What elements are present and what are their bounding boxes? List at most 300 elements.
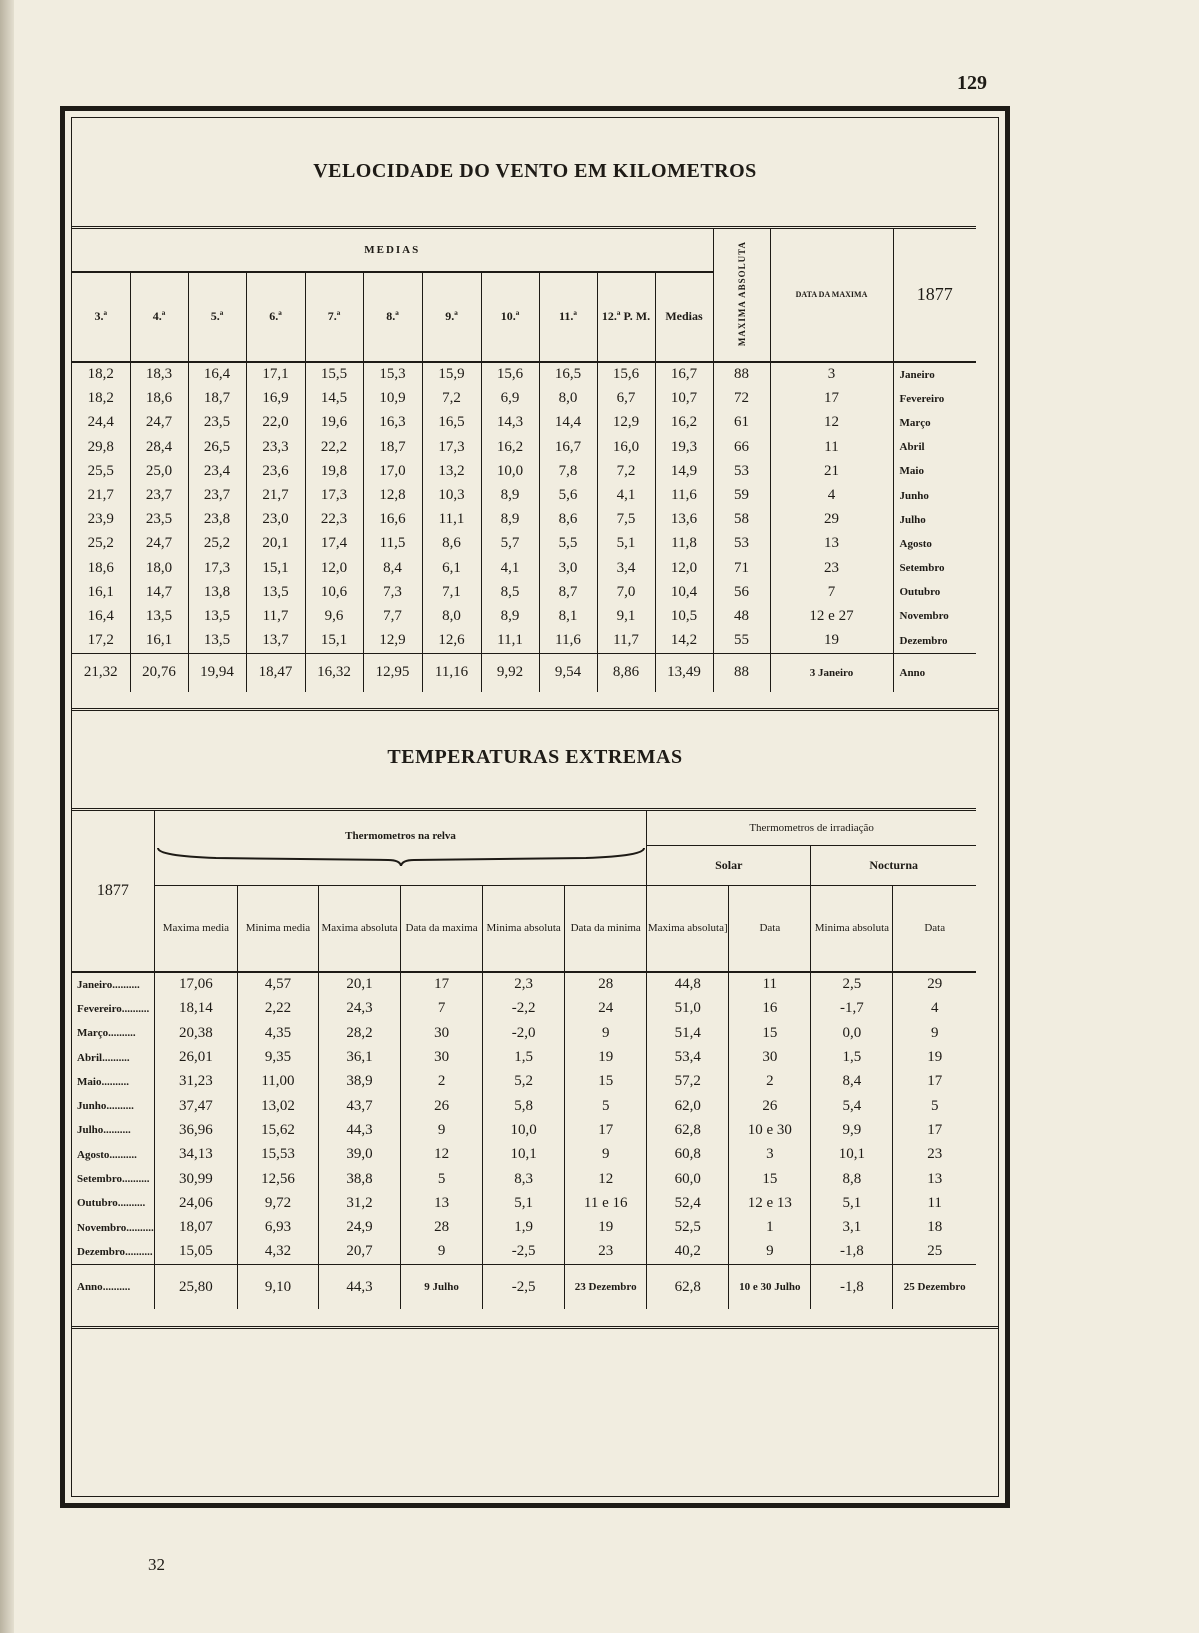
wind-cell: 13,5 — [130, 604, 188, 628]
temp-cell: 4,35 — [237, 1021, 318, 1045]
wind-cell: 17,4 — [305, 532, 363, 556]
temp-col-header: Data da maxima — [401, 886, 483, 972]
wind-cell: 18,7 — [363, 435, 422, 459]
wind-max-cell: 71 — [713, 556, 770, 580]
temp-cell: 44,3 — [318, 1118, 400, 1142]
wind-col-header: 5.ª — [188, 272, 246, 362]
wind-cell: 11,5 — [363, 532, 422, 556]
wind-month-label: Setembro — [893, 556, 976, 580]
temp-cell: 23 — [893, 1143, 976, 1167]
wind-cell: 12,95 — [363, 653, 422, 692]
wind-cell: 6,9 — [481, 387, 539, 411]
wind-cell: 13,49 — [655, 653, 713, 692]
leader-dots: .......... — [101, 1075, 129, 1088]
wind-cell: 13,5 — [188, 629, 246, 654]
wind-cell: 16,3 — [363, 411, 422, 435]
wind-cell: 11,8 — [655, 532, 713, 556]
temp-cell: 23 — [565, 1240, 647, 1265]
temp-cell: 0,0 — [811, 1021, 893, 1045]
wind-cell: 8,5 — [481, 580, 539, 604]
relva-brace — [156, 844, 646, 866]
wind-month-label: Outubro — [893, 580, 976, 604]
temp-col-header: Maxima absoluta] — [647, 886, 729, 972]
temp-cell: 25 — [893, 1240, 976, 1265]
wind-cell: 7,2 — [597, 459, 655, 483]
temp-cell: 60,0 — [647, 1167, 729, 1191]
wind-cell: 16,9 — [246, 387, 305, 411]
wind-cell: 16,6 — [363, 508, 422, 532]
temp-cell: 2,22 — [237, 997, 318, 1021]
table-row — [72, 629, 976, 654]
wind-cell: 10,4 — [655, 580, 713, 604]
wind-cell: 16,7 — [539, 435, 597, 459]
temp-cell: 5,2 — [483, 1070, 565, 1094]
temp-cell: 2 — [401, 1070, 483, 1094]
temp-cell: -2,5 — [483, 1265, 565, 1310]
wind-cell: 11,1 — [481, 629, 539, 654]
temp-cell: -1,8 — [811, 1265, 893, 1310]
leader-dots: .......... — [102, 1051, 130, 1064]
temp-cell: 38,8 — [318, 1167, 400, 1191]
temp-cell: 30 — [401, 1021, 483, 1045]
wind-cell: 5,5 — [539, 532, 597, 556]
temp-cell: 9 — [401, 1118, 483, 1142]
temp-col-header: Data — [893, 886, 976, 972]
wind-month-label: Agosto — [893, 532, 976, 556]
wind-date-cell: 17 — [770, 387, 893, 411]
temp-month-text: Anno — [77, 1281, 103, 1294]
wind-month-label: Anno — [893, 653, 976, 692]
wind-cell: 12,9 — [363, 629, 422, 654]
wind-date-cell: 4 — [770, 483, 893, 507]
wind-cell: 10,5 — [655, 604, 713, 628]
wind-cell: 8,9 — [481, 483, 539, 507]
temp-cell: 17 — [565, 1118, 647, 1142]
wind-cell: 3,4 — [597, 556, 655, 580]
temp-cell: 25 Dezembro — [893, 1265, 976, 1310]
wind-cell: 11,1 — [422, 508, 481, 532]
temp-cell: 11,00 — [237, 1070, 318, 1094]
temp-cell: 30 — [401, 1045, 483, 1069]
table-row — [72, 459, 976, 483]
temp-year: 1877 — [96, 881, 129, 899]
temp-cell: 30 — [729, 1045, 811, 1069]
temp-cell: 11 — [729, 972, 811, 997]
temp-cell: 23 Dezembro — [565, 1265, 647, 1310]
wind-cell: 17,0 — [363, 459, 422, 483]
relva-header — [154, 810, 646, 886]
temp-cell: 28 — [401, 1215, 483, 1239]
wind-cell: 19,8 — [305, 459, 363, 483]
wind-cell: 11,6 — [539, 629, 597, 654]
wind-cell: 7,0 — [597, 580, 655, 604]
wind-cell: 10,6 — [305, 580, 363, 604]
wind-max-cell: 53 — [713, 532, 770, 556]
date-max-header: DATA DA MAXIMA — [770, 228, 893, 362]
wind-cell: 19,3 — [655, 435, 713, 459]
wind-cell: 19,6 — [305, 411, 363, 435]
temp-cell: 9 — [729, 1240, 811, 1265]
wind-month-label: Julho — [893, 508, 976, 532]
wind-cell: 23,9 — [87, 511, 114, 528]
temp-cell: 15 — [565, 1070, 647, 1094]
wind-cell: 25,5 — [87, 462, 114, 479]
wind-cell: 23,6 — [246, 459, 305, 483]
wind-month-label: Março — [893, 411, 976, 435]
wind-cell: 15,1 — [246, 556, 305, 580]
wind-date-cell: 13 — [770, 532, 893, 556]
table-row — [72, 1215, 976, 1239]
temp-cell: 8,3 — [483, 1167, 565, 1191]
wind-cell: 24,7 — [130, 532, 188, 556]
temp-cell: 28,2 — [318, 1021, 400, 1045]
leader-dots: .......... — [112, 978, 140, 991]
temp-cell: 10,0 — [483, 1118, 565, 1142]
wind-month-label: Dezembro — [893, 629, 976, 654]
temp-cell: -1,7 — [811, 997, 893, 1021]
wind-cell: 12,9 — [597, 411, 655, 435]
temp-cell: 51,4 — [647, 1021, 729, 1045]
temp-cell: 10 e 30 Julho — [729, 1265, 811, 1310]
table-frame-inner — [71, 117, 999, 1497]
wind-cell: 17,1 — [246, 362, 305, 387]
temp-cell: 15,53 — [237, 1143, 318, 1167]
temp-cell: 44,3 — [318, 1265, 400, 1310]
wind-cell: 9,54 — [539, 653, 597, 692]
temp-month-text: Janeiro — [77, 978, 113, 991]
relva-header-text: Thermometros na relva — [345, 830, 456, 842]
wind-cell: 13,2 — [422, 459, 481, 483]
page-number: 129 — [957, 72, 987, 94]
wind-date-cell: 3 Janeiro — [770, 653, 893, 692]
wind-cell: 14,4 — [539, 411, 597, 435]
table-row — [72, 1094, 976, 1118]
wind-cell: 29,8 — [87, 438, 114, 455]
temp-cell: 8,4 — [811, 1070, 893, 1094]
wind-cell: 23,5 — [130, 508, 188, 532]
wind-cell: 16,1 — [87, 583, 114, 600]
temp-cell: 24,3 — [318, 997, 400, 1021]
wind-max-cell: 72 — [713, 387, 770, 411]
wind-cell: 24,4 — [87, 414, 114, 431]
wind-cell: 12,0 — [305, 556, 363, 580]
wind-month-label: Novembro — [893, 604, 976, 628]
temp-col-header: Minima absoluta — [811, 886, 893, 972]
wind-cell: 15,1 — [305, 629, 363, 654]
temp-month-text: Dezembro — [77, 1245, 126, 1258]
temp-cell: 10,1 — [811, 1143, 893, 1167]
irradiacao-header: Thermometros de irradiação — [647, 810, 976, 846]
wind-max-cell: 55 — [713, 629, 770, 654]
wind-cell: 13,6 — [655, 508, 713, 532]
wind-cell: 23,4 — [188, 459, 246, 483]
temp-month-label — [72, 1045, 154, 1069]
temp-month-text: Julho — [77, 1124, 104, 1137]
wind-cell: 18,6 — [130, 387, 188, 411]
temp-title: TEMPERATURAS EXTREMAS — [387, 746, 683, 768]
wind-cell: 23,5 — [188, 411, 246, 435]
temp-table — [72, 808, 976, 1309]
wind-col-header: 11.ª — [539, 272, 597, 362]
wind-cell: 25,2 — [188, 532, 246, 556]
temp-cell: 37,47 — [154, 1094, 237, 1118]
temp-cell: 11 e 16 — [565, 1191, 647, 1215]
table-row — [72, 1240, 976, 1265]
wind-cell: 23,7 — [188, 483, 246, 507]
leader-dots: .......... — [121, 1002, 150, 1015]
temp-cell: 30,99 — [154, 1167, 237, 1191]
temp-cell: 1,5 — [811, 1045, 893, 1069]
wind-cell: 8,0 — [539, 387, 597, 411]
wind-col-header: Medias — [655, 272, 713, 362]
wind-date-cell: 12 — [770, 411, 893, 435]
signature-mark: 32 — [148, 1555, 165, 1574]
wind-cell: 16,7 — [655, 362, 713, 387]
temp-cell: 15 — [729, 1167, 811, 1191]
temp-cell: 7 — [401, 997, 483, 1021]
temp-cell: 20,1 — [318, 972, 400, 997]
temp-cell: 28 — [565, 972, 647, 997]
temp-cell: 2 — [729, 1070, 811, 1094]
temp-cell: -2,5 — [483, 1240, 565, 1265]
temp-cell: 57,2 — [647, 1070, 729, 1094]
wind-cell: 9,92 — [481, 653, 539, 692]
temp-cell: 9 — [893, 1021, 976, 1045]
wind-cell: 22,0 — [246, 411, 305, 435]
temp-cell: 15 — [729, 1021, 811, 1045]
leader-dots: .......... — [117, 1197, 146, 1210]
wind-col-header: 4.ª — [130, 272, 188, 362]
wind-cell: 8,86 — [597, 653, 655, 692]
temp-cell: 9 Julho — [401, 1265, 483, 1310]
temp-cell: 2,3 — [483, 972, 565, 997]
table-row — [72, 556, 976, 580]
wind-cell: 5,6 — [539, 483, 597, 507]
wind-month-label: Abril — [893, 435, 976, 459]
temp-cell: 10 e 30 — [729, 1118, 811, 1142]
wind-cell: 8,1 — [539, 604, 597, 628]
wind-max-cell: 59 — [713, 483, 770, 507]
wind-col-header: 6.ª — [246, 272, 305, 362]
leader-dots: .......... — [106, 1100, 134, 1113]
temp-month-label — [72, 1094, 154, 1118]
wind-cell: 16,32 — [305, 653, 363, 692]
wind-cell: 18,0 — [130, 556, 188, 580]
temp-month-text: Fevereiro — [77, 1002, 122, 1015]
temp-cell: -2,0 — [483, 1021, 565, 1045]
wind-cell: 4,1 — [481, 556, 539, 580]
temp-cell: 16 — [729, 997, 811, 1021]
wind-group-header: MEDIAS — [72, 228, 713, 272]
temp-cell: 36,1 — [318, 1045, 400, 1069]
wind-cell: 18,47 — [246, 653, 305, 692]
temp-cell: 9 — [401, 1240, 483, 1265]
wind-cell: 23,0 — [246, 508, 305, 532]
table-row — [72, 1021, 976, 1045]
temp-cell: 9 — [565, 1143, 647, 1167]
wind-max-cell: 48 — [713, 604, 770, 628]
temp-month-text: Setembro — [77, 1173, 123, 1186]
temp-cell: 26,01 — [154, 1045, 237, 1069]
wind-col-header: 9.ª — [422, 272, 481, 362]
temp-cell: 31,23 — [154, 1070, 237, 1094]
wind-cell: 15,3 — [363, 362, 422, 387]
temp-month-label — [72, 1021, 154, 1045]
temp-cell: 62,8 — [647, 1118, 729, 1142]
temp-cell: 40,2 — [647, 1240, 729, 1265]
wind-cell: 13,5 — [188, 604, 246, 628]
temp-month-label — [72, 1240, 154, 1265]
temp-cell: 20,7 — [318, 1240, 400, 1265]
wind-cell: 16,4 — [87, 607, 114, 624]
wind-cell: 17,3 — [188, 556, 246, 580]
wind-cell: 14,5 — [305, 387, 363, 411]
temp-cell: -2,2 — [483, 997, 565, 1021]
temp-cell: 5,1 — [483, 1191, 565, 1215]
temp-cell: 4 — [893, 997, 976, 1021]
temp-cell: 17 — [893, 1070, 976, 1094]
table-row — [72, 1191, 976, 1215]
wind-cell: 8,6 — [539, 508, 597, 532]
wind-cell: 16,0 — [597, 435, 655, 459]
leader-dots: .......... — [122, 1173, 150, 1186]
temp-month-label — [72, 1143, 154, 1167]
table-row — [72, 1118, 976, 1142]
temp-month-text: Outubro — [77, 1197, 118, 1210]
wind-cell: 15,5 — [305, 362, 363, 387]
wind-cell: 9,6 — [305, 604, 363, 628]
wind-cell: 11,7 — [246, 604, 305, 628]
wind-max-cell: 56 — [713, 580, 770, 604]
wind-col-header: 10.ª — [481, 272, 539, 362]
wind-cell: 21,7 — [87, 487, 114, 504]
table-row — [72, 972, 976, 997]
wind-cell: 14,2 — [655, 629, 713, 654]
wind-date-cell: 7 — [770, 580, 893, 604]
wind-cell: 8,9 — [481, 508, 539, 532]
temp-cell: 31,2 — [318, 1191, 400, 1215]
table-row — [72, 1070, 976, 1094]
wind-date-cell: 19 — [770, 629, 893, 654]
table-frame — [60, 106, 1010, 1508]
wind-cell: 8,9 — [481, 604, 539, 628]
temp-cell: 18,07 — [154, 1215, 237, 1239]
table-row — [72, 604, 976, 628]
table-row — [72, 1143, 976, 1167]
temp-cell: 24 — [565, 997, 647, 1021]
wind-col-header: 8.ª — [363, 272, 422, 362]
temp-cell: 5,4 — [811, 1094, 893, 1118]
wind-cell: 17,3 — [422, 435, 481, 459]
wind-cell: 5,1 — [597, 532, 655, 556]
temp-col-header: Minima media — [237, 886, 318, 972]
nocturna-header: Nocturna — [811, 846, 976, 886]
wind-cell: 12,6 — [422, 629, 481, 654]
temp-cell: 5,1 — [811, 1191, 893, 1215]
temp-cell: 12,56 — [237, 1167, 318, 1191]
wind-title: VELOCIDADE DO VENTO EM KILOMETROS — [313, 160, 757, 182]
table-row — [72, 1045, 976, 1069]
temp-cell: 9,72 — [237, 1191, 318, 1215]
wind-cell: 7,5 — [597, 508, 655, 532]
temp-cell: 10,1 — [483, 1143, 565, 1167]
wind-month-label: Fevereiro — [893, 387, 976, 411]
wind-cell: 17,3 — [305, 483, 363, 507]
temp-cell: 26 — [729, 1094, 811, 1118]
wind-cell: 13,5 — [246, 580, 305, 604]
wind-cell: 18,7 — [188, 387, 246, 411]
table-row — [72, 532, 976, 556]
temp-month-label — [72, 972, 154, 997]
wind-cell: 16,2 — [481, 435, 539, 459]
temp-cell: 12 e 13 — [729, 1191, 811, 1215]
page-edge — [0, 0, 14, 1633]
wind-cell: 16,1 — [130, 629, 188, 654]
wind-cell: 10,9 — [363, 387, 422, 411]
temp-cell: -1,8 — [811, 1240, 893, 1265]
wind-table — [72, 226, 976, 692]
wind-cell: 17,2 — [87, 632, 114, 649]
max-absolute-header-text: MAXIMA ABSOLUTA — [736, 240, 747, 346]
wind-cell: 7,8 — [539, 459, 597, 483]
temp-cell: 34,13 — [154, 1143, 237, 1167]
temp-cell: 5 — [893, 1094, 976, 1118]
temp-col-header: Minima absoluta — [483, 886, 565, 972]
temp-cell: 18 — [893, 1215, 976, 1239]
table-row — [72, 411, 976, 435]
wind-cell: 25,2 — [87, 535, 114, 552]
temp-cell: 3 — [729, 1143, 811, 1167]
wind-cell: 16,5 — [539, 362, 597, 387]
wind-month-label: Junho — [893, 483, 976, 507]
temp-cell: 20,38 — [154, 1021, 237, 1045]
wind-cell: 14,7 — [130, 580, 188, 604]
wind-cell: 21,7 — [246, 483, 305, 507]
wind-cell: 23,7 — [130, 483, 188, 507]
temp-month-label — [72, 1118, 154, 1142]
temp-cell: 5 — [565, 1094, 647, 1118]
temp-cell: 9 — [565, 1021, 647, 1045]
wind-cell: 13,7 — [246, 629, 305, 654]
wind-cell: 11,16 — [422, 653, 481, 692]
temp-month-label — [72, 1265, 154, 1310]
wind-cell: 11,6 — [655, 483, 713, 507]
wind-max-cell: 53 — [713, 459, 770, 483]
temp-cell: 8,8 — [811, 1167, 893, 1191]
temp-month-label — [72, 1070, 154, 1094]
temp-cell: 25,80 — [154, 1265, 237, 1310]
wind-max-cell: 58 — [713, 508, 770, 532]
wind-col-header: 3.ª — [94, 309, 108, 323]
temp-cell: 43,7 — [318, 1094, 400, 1118]
wind-cell: 15,6 — [481, 362, 539, 387]
wind-cell: 21,32 — [72, 653, 130, 692]
temp-month-text: Março — [77, 1027, 109, 1040]
temp-month-text: Agosto — [77, 1148, 110, 1161]
temp-col-header: Maxima media — [154, 886, 237, 972]
leader-dots: .......... — [126, 1221, 154, 1234]
temp-cell: 9,9 — [811, 1118, 893, 1142]
temp-cell: 29 — [893, 972, 976, 997]
temp-cell: 60,8 — [647, 1143, 729, 1167]
temp-month-label — [72, 1191, 154, 1215]
temp-cell: 19 — [565, 1215, 647, 1239]
temp-cell: 39,0 — [318, 1143, 400, 1167]
temp-month-label — [72, 997, 154, 1021]
table-row — [72, 1167, 976, 1191]
wind-cell: 15,6 — [597, 362, 655, 387]
temp-cell: 52,5 — [647, 1215, 729, 1239]
